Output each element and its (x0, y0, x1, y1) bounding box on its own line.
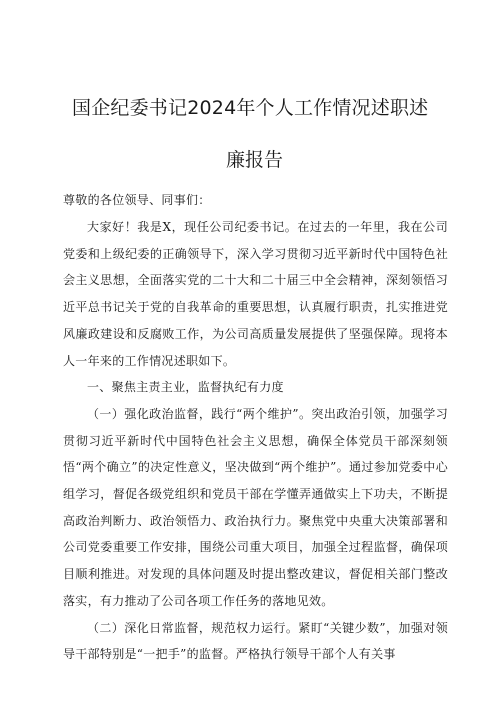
paragraph-introduction: 大家好！我是X，现任公司纪委书记。在过去的一年里，我在公司党委和上级纪委的正确领导下，深入学习贯彻习近平新时代中国特色社会主义思想，全面落实党的二十大和二十届三中全会精神，深刻领悟习近平总书记关于党的自我革命的重要思想，认真履行职责，扎实推进党风廉政建设和反腐败工作，为公司高质量发展提供了坚强保障。现将本人一年来的工作情况述职如下。 (63, 220, 448, 368)
document-title-line-2: 廉报告 (226, 149, 284, 171)
greeting: 尊敬的各位领导、同事们： (63, 193, 211, 207)
section-heading-1: 一、聚焦主责主业，监督执纪有力度 (87, 380, 284, 395)
paragraph-political-supervision: （一）强化政治监督，践行“两个维护”。突出政治引领，加强学习贯彻习近平新时代中国特色社会主义思想，确保全体党员干部深刻领悟“两个确立”的决定性意义，坚决做到“两个维护”。通过参加党委中心组学习，督促各级党组织和党员干部在学懂弄通做实上下功夫，不断提高政治判断力、政治领悟力、政治执行力。聚焦党中央重大决策部署和公司党委重要工作安排，围绕公司重大项目，加强全过程监督，确保项目顺利推进。对发现的具体问题及时提出整改建议，督促相关部门整改落实，有力推动了公司各项工作任务的落地见效。 (63, 406, 448, 608)
document-title-line-1: 国企纪委书记2024年个人工作情况述职述 (72, 97, 429, 119)
document-body (63, 214, 448, 668)
paragraph-daily-supervision: （二）深化日常监督，规范权力运行。紧盯“关键少数”，加强对领导干部特别是“一把手”的监督。严格执行领导干部个人有关事 (63, 620, 448, 662)
